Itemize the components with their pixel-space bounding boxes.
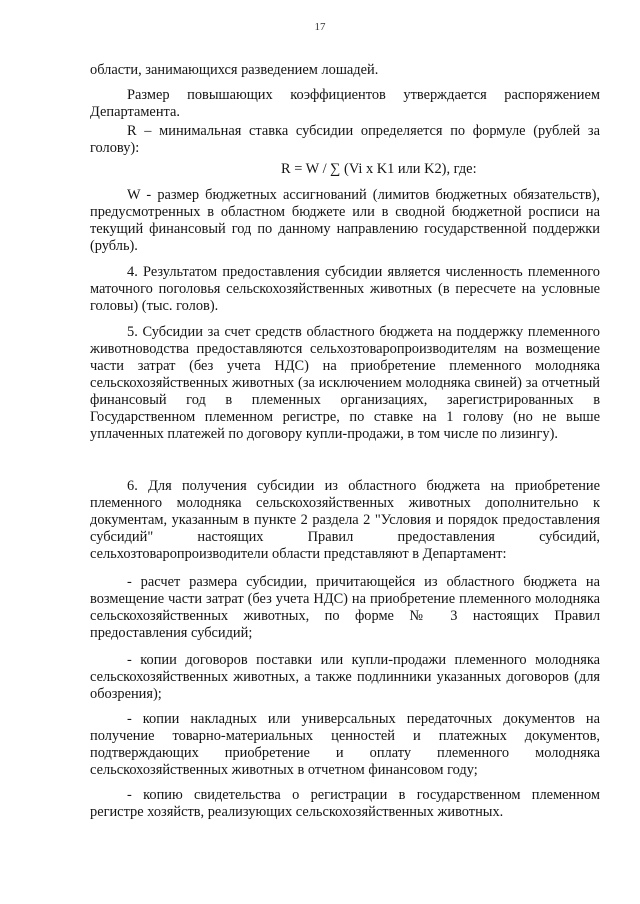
list-item-contracts: - копии договоров поставки или купли-продажи племенного молодняка сельскохозяйственных животных, а также подлинники указанных договоров (для обозрения); (90, 652, 600, 702)
paragraph-item-5: 5. Субсидии за счет средств областного бюджета на поддержку племенного животноводства предоставляются сельхозтоваропроизводителям на возмещение части затрат (без учета НДС) на приобретение племенного молодняка сельскохозяйственных животных (за исключением молодняка свиней) за отчетный финансовый год в племенных организациях, зарегистрированных в Государственном племенном регистре, по ставке на 1 голову (но не выше уплаченных платежей по договору купли-продажи, в том числе по лизингу). (90, 324, 600, 442)
paragraph-item-6: 6. Для получения субсидии из областного бюджета на приобретение племенного молодняка сельскохозяйственных животных дополнительно к документам, указанным в пункте 2 раздела 2 "Условия и порядок предоставления субсидий" настоящих Правил предоставления субсидий, сельхозтоваропроизводители области представляют в Департамент: (90, 478, 600, 562)
list-item-certificate: - копию свидетельства о регистрации в государственном племенном регистре хозяйств, реализующих сельскохозяйственных животных. (90, 787, 600, 820)
paragraph-coefficients: Размер повышающих коэффициентов утверждается распоряжением Департамента. (90, 87, 600, 120)
formula: R = W / ∑ (Vi x K1 или K2), где: (281, 161, 477, 177)
paragraph-item-4: 4. Результатом предоставления субсидии является численность племенного маточного поголовья сельскохозяйственных животных (в пересчете на условные головы) (тыс. голов). (90, 264, 600, 314)
list-item-invoices: - копии накладных или универсальных передаточных документов на получение товарно-материальных ценностей и платежных документов, подтверждающих приобретение и оплату племенного молодняка сельскохозяйственных животных в отчетном финансовом году; (90, 711, 600, 778)
paragraph-w-definition: W - размер бюджетных ассигнований (лимитов бюджетных обязательств), предусмотренных в областном бюджете или в сводной бюджетной росписи на текущий финансовый год по данному направлению государственной поддержки (рубль). (90, 187, 600, 254)
list-item-calculation: - расчет размера субсидии, причитающейся из областного бюджета на возмещение части затрат (без учета НДС) на приобретение племенного молодняка сельскохозяйственных животных, по форме № 3 настоящих Правил предоставления субсидий; (90, 574, 600, 641)
paragraph-r-definition: R – минимальная ставка субсидии определяется по формуле (рублей за голову): (90, 123, 600, 156)
page-number: 17 (314, 21, 326, 33)
paragraph-continuation: области, занимающихся разведением лошадей. (90, 62, 379, 78)
